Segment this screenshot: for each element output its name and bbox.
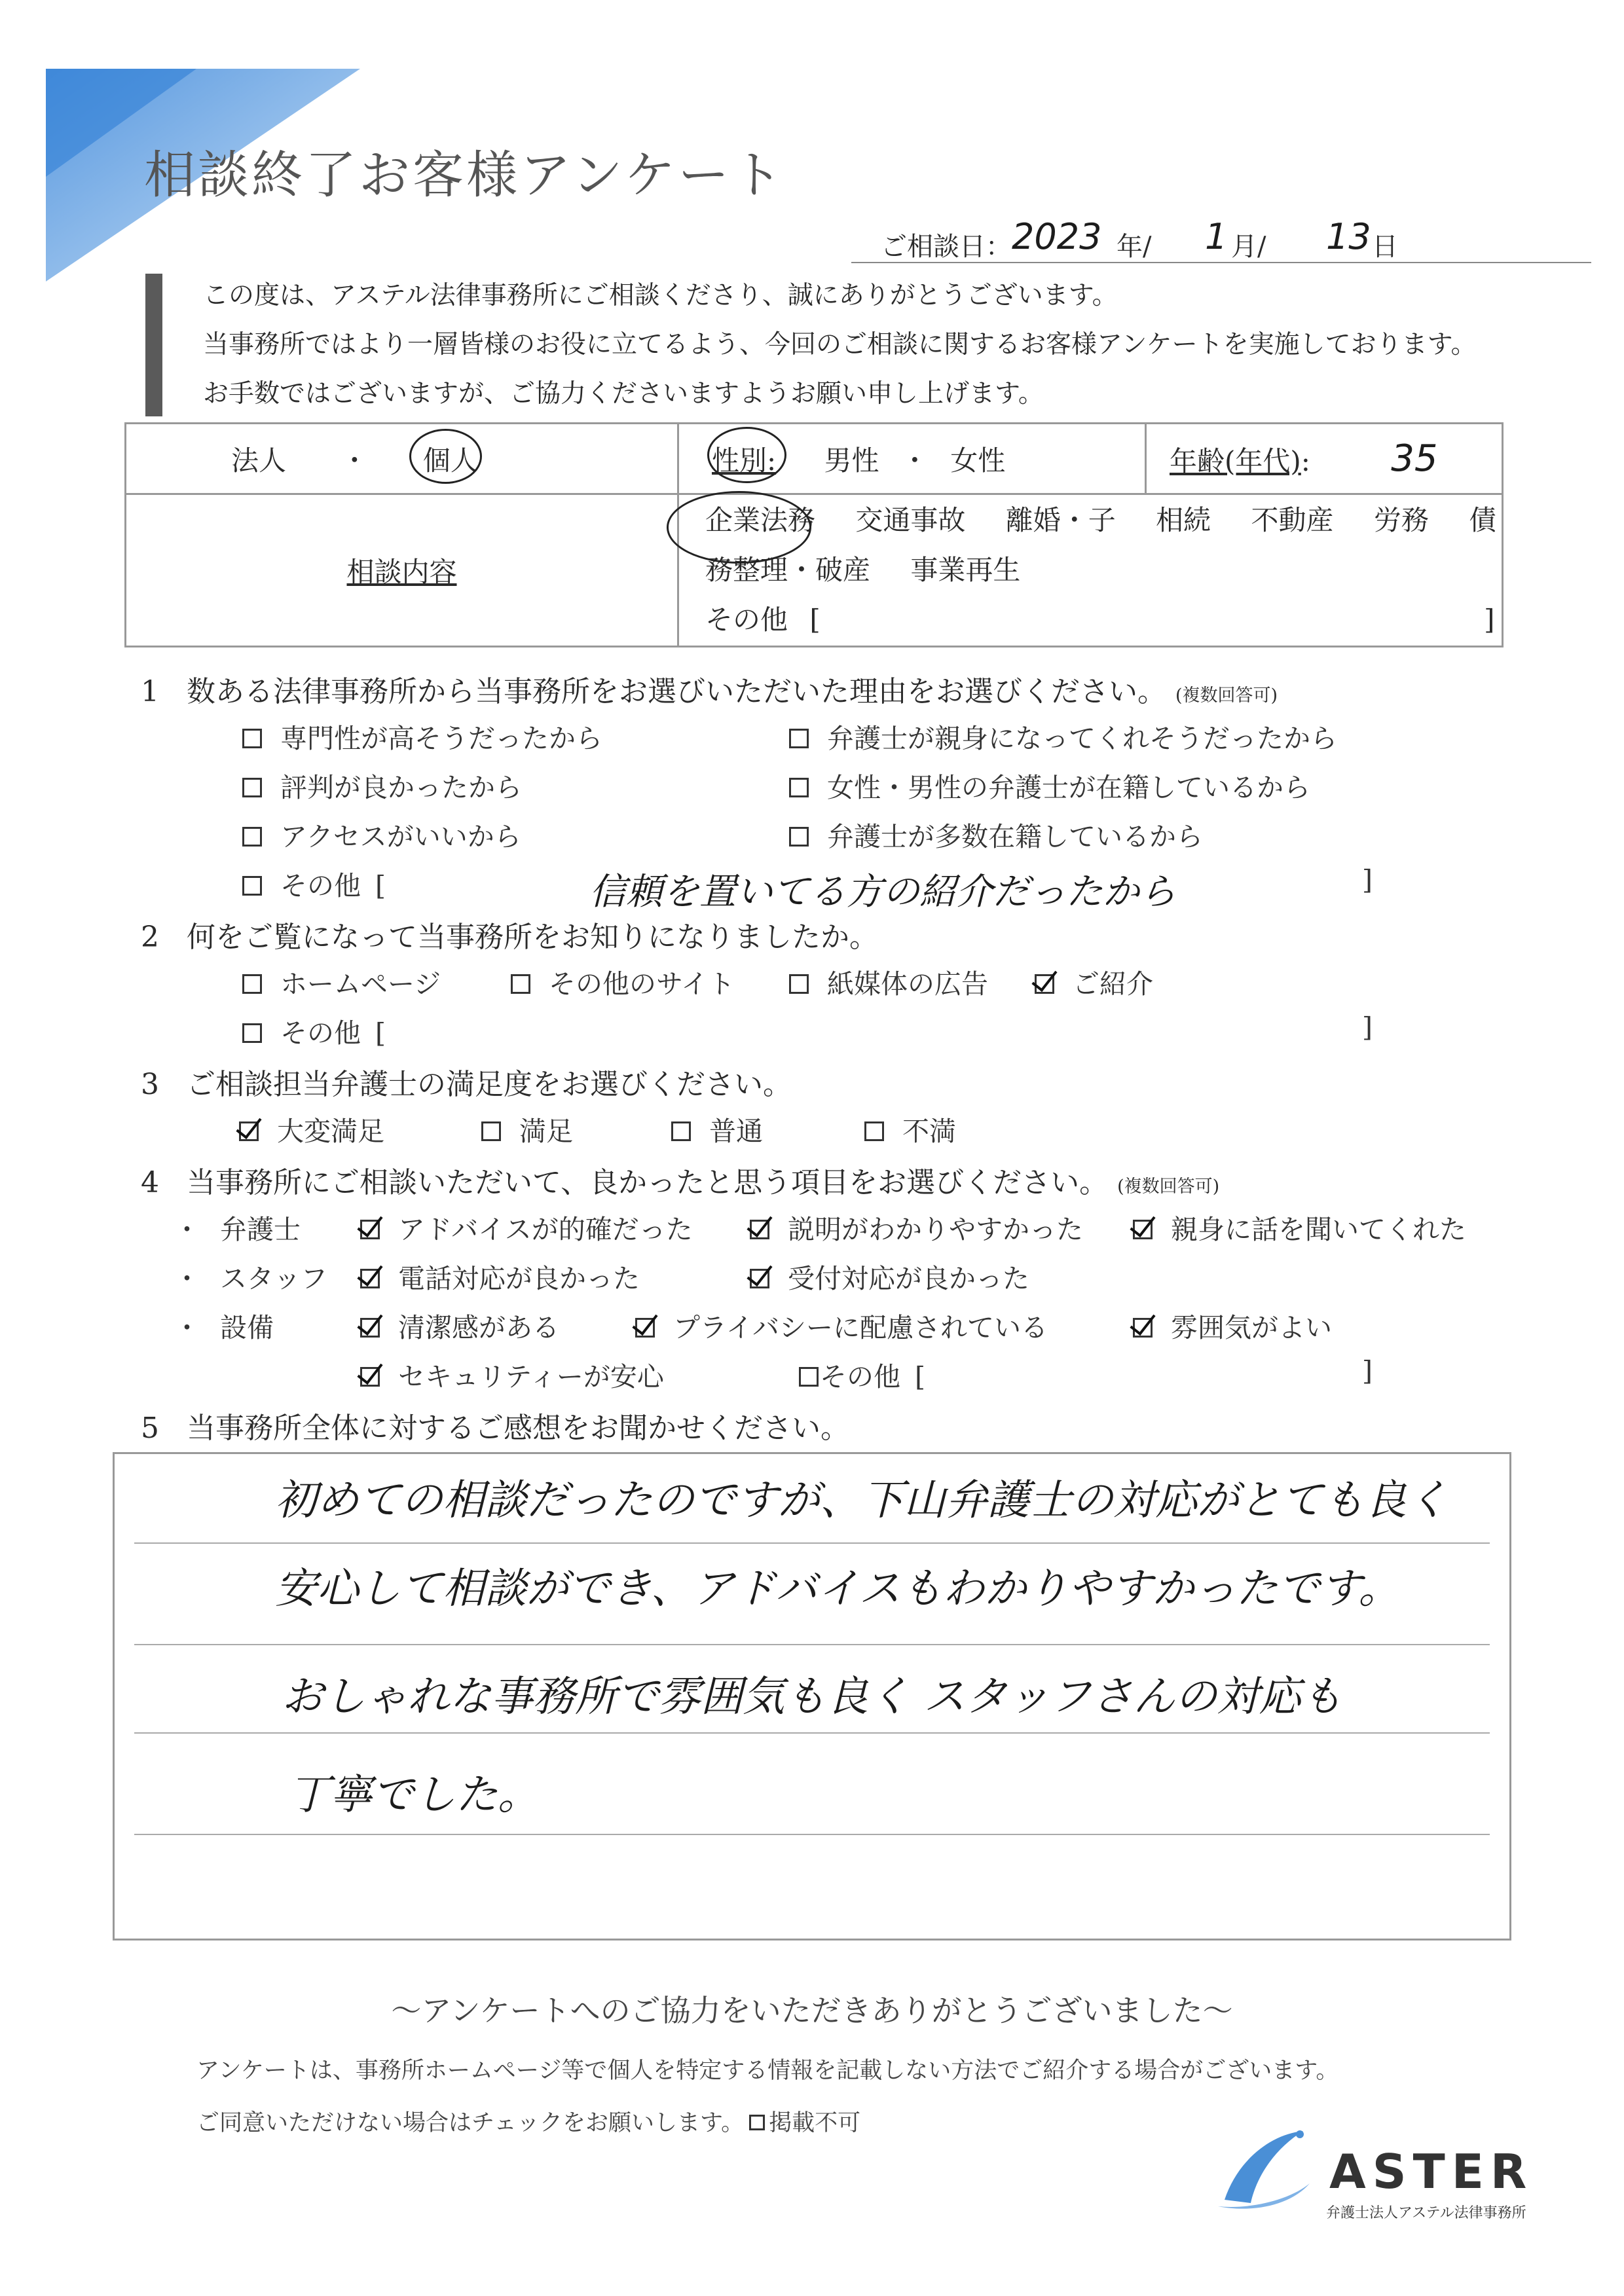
checkbox[interactable]: [481, 1121, 501, 1141]
date-day: 13: [1326, 216, 1371, 257]
age-colon: :: [1301, 445, 1310, 477]
q4-security-opt[interactable]: セキュリティーが安心: [360, 1355, 664, 1394]
aster-logo-text: ASTER: [1329, 2144, 1534, 2199]
q4-lawyer-opt[interactable]: 親身に話を聞いてくれた: [1133, 1208, 1466, 1247]
checkbox[interactable]: [242, 974, 262, 994]
q1-option[interactable]: 弁護士が多数在籍しているから: [789, 815, 1203, 854]
category-divorce[interactable]: 離婚・子: [1005, 504, 1116, 536]
category-inheritance[interactable]: 相続: [1156, 504, 1211, 536]
q1-option[interactable]: 専門性が高そうだったから: [242, 717, 602, 756]
month-unit: 月/: [1231, 232, 1266, 262]
checkbox[interactable]: [242, 729, 262, 748]
q1-other-bracket: ]: [1362, 864, 1373, 896]
male-option[interactable]: 男性: [824, 444, 879, 477]
q4-lawyer-label: ・ 弁護士: [174, 1214, 301, 1245]
individual-option[interactable]: 個人: [422, 444, 478, 477]
q2-text: 何をご覧になって当事務所をお知りになりましたか。: [187, 920, 878, 954]
gender-label: 性別:: [712, 444, 777, 477]
footer-note-1: アンケートは、事務所ホームページ等で個人を特定する情報を記載しない方法でご紹介する場合がございます。: [196, 2058, 1339, 2084]
q3-option-satisfied[interactable]: 満足: [481, 1110, 573, 1148]
age-label: 年齢(年代): [1170, 445, 1301, 477]
q4-facility-opt[interactable]: プライバシーに配慮されている: [635, 1306, 1048, 1345]
client-type-cell: [126, 424, 678, 494]
q4-facility-opt[interactable]: 清潔感がある: [360, 1306, 559, 1345]
q2-option-referral[interactable]: ご紹介: [1035, 962, 1153, 1001]
q4-lawyer-opt[interactable]: アドバイスが的確だった: [360, 1208, 693, 1247]
q2-option-othersite[interactable]: その他のサイト: [511, 962, 735, 1001]
checkbox[interactable]: [242, 778, 262, 797]
footer-thanks: ～アンケートへのご協力をいただきありがとうございました～: [391, 1993, 1233, 2028]
q3-option-dissatisfied[interactable]: 不満: [864, 1110, 956, 1148]
category-corporate[interactable]: 企業法務: [705, 504, 816, 536]
checkbox[interactable]: [864, 1121, 884, 1141]
q5-text: 当事務所全体に対するご感想をお聞かせください。: [187, 1412, 849, 1445]
q3-option-very-satisfied[interactable]: 大変満足: [239, 1110, 384, 1148]
date-month: 1: [1205, 216, 1228, 257]
male-circle: [707, 427, 786, 483]
bracket-close: ]: [1484, 604, 1495, 636]
q4-staff-label: ・ スタッフ: [174, 1263, 327, 1294]
q5-number: 5: [141, 1412, 159, 1445]
checkbox[interactable]: [242, 876, 262, 896]
q4-staff-opt[interactable]: 電話対応が良かった: [360, 1257, 640, 1296]
q4-other-bracket: ]: [1362, 1355, 1373, 1387]
bracket-open: [: [809, 604, 821, 636]
q4-facility-opt[interactable]: 雰囲気がよい: [1133, 1306, 1332, 1345]
comment-line-3: おしゃれな事務所で雰囲気も良く スタッフさんの対応も: [282, 1673, 1343, 1721]
checkbox[interactable]: [242, 827, 262, 847]
category-realestate[interactable]: 不動産: [1251, 504, 1334, 536]
q1-option[interactable]: 弁護士が親身になってくれそうだったから: [789, 717, 1337, 756]
female-option[interactable]: 女性: [950, 444, 1006, 477]
q1-other[interactable]: その他 [: [242, 864, 386, 903]
date-year: 2023: [1012, 216, 1102, 257]
consult-other-label: その他: [705, 604, 788, 636]
q1-heading: [141, 668, 1278, 710]
q2-option-paper[interactable]: 紙媒体の広告: [789, 962, 988, 1001]
category-business[interactable]: 事業再生: [910, 554, 1021, 586]
page-title: 相談終了お客様アンケート: [144, 146, 786, 205]
category-debt[interactable]: 債務整理・破産: [705, 504, 1497, 586]
date-label: ご相談日：: [881, 232, 1012, 262]
comment-line-2: 安心して相談ができ、アドバイスもわかりやすかったです。: [275, 1565, 1401, 1613]
q1-option[interactable]: 女性・男性の弁護士が在籍しているから: [789, 766, 1310, 805]
q2-other[interactable]: その他 [: [242, 1011, 386, 1050]
intro-line-2: 当事務所ではより一層皆様のお役に立てるよう、今回のご相談に関するお客様アンケートを実施しております。: [203, 330, 1477, 359]
q3-heading: [141, 1061, 792, 1102]
q2-number: 2: [141, 920, 159, 954]
category-traffic[interactable]: 交通事故: [855, 504, 966, 536]
q2-other-bracket: ]: [1362, 1011, 1373, 1043]
footer-note-2: ご同意いただけない場合はチェックをお願いします。 掲載不可: [196, 2110, 861, 2136]
aster-logo-icon: [1211, 2121, 1316, 2213]
q1-text: 数ある法律事務所から当事務所をお選びいただいた理由をお選びください。: [187, 675, 1166, 708]
checkbox[interactable]: [511, 974, 530, 994]
corp-option[interactable]: 法人: [231, 444, 287, 477]
q3-text: ご相談担当弁護士の満足度をお選びください。: [187, 1068, 792, 1101]
q1-note: (複数回答可): [1175, 685, 1278, 706]
q4-number: 4: [141, 1166, 159, 1199]
q1-other-value[interactable]: 信頼を置いてる方の紹介だったから: [589, 871, 1176, 913]
year-unit: 年/: [1116, 232, 1152, 262]
day-unit: 日: [1372, 232, 1398, 262]
checkbox[interactable]: [242, 1023, 262, 1043]
q4-heading: [141, 1159, 1219, 1201]
checkbox[interactable]: [789, 974, 809, 994]
q1-option[interactable]: アクセスがいいから: [242, 815, 521, 854]
q3-option-normal[interactable]: 普通: [671, 1110, 763, 1148]
q1-number: 1: [141, 675, 159, 708]
q2-heading: [141, 913, 878, 955]
individual-circle: [409, 429, 482, 484]
no-publish-label: 掲載不可: [769, 2110, 861, 2136]
no-publish-checkbox[interactable]: [749, 2115, 765, 2130]
intro-line-3: お手数ではございますが、ご協力くださいますようお願い申し上げます。: [203, 379, 1044, 409]
q4-note: (複数回答可): [1117, 1176, 1220, 1197]
q3-number: 3: [141, 1068, 159, 1101]
intro-bar: [145, 274, 162, 416]
q2-option-homepage[interactable]: ホームページ: [242, 962, 441, 1001]
checkbox[interactable]: [671, 1121, 691, 1141]
consult-label: 相談内容: [346, 556, 457, 588]
intro-line-1: この度は、アステル法律事務所にご相談くださり、誠にありがとうございます。: [203, 281, 1118, 310]
consult-label-cell: [126, 494, 678, 647]
comment-line-1: 初めての相談だったのですが、下山弁護士の対応がとても良く: [275, 1476, 1449, 1525]
q5-heading: [141, 1404, 849, 1446]
comment-line-4: 丁寧でした。: [288, 1771, 540, 1819]
checkbox-checked[interactable]: [1035, 974, 1054, 994]
checkbox-checked[interactable]: [239, 1121, 259, 1141]
aster-logo-sub: 弁護士法人アステル法律事務所: [1326, 2205, 1526, 2221]
separator-dot: ・: [900, 444, 929, 477]
checkbox[interactable]: [789, 729, 809, 748]
age-cell: [1146, 424, 1503, 494]
divorce-circle: [667, 491, 811, 564]
separator-dot: ・: [341, 444, 369, 477]
q4-facility-label: ・ 設備: [174, 1312, 274, 1343]
q4-staff-opt[interactable]: 受付対応が良かった: [750, 1257, 1029, 1296]
q4-lawyer-opt[interactable]: 説明がわかりやすかった: [750, 1208, 1083, 1247]
age-value[interactable]: 35: [1391, 437, 1438, 480]
category-labor[interactable]: 労務: [1373, 504, 1429, 536]
q4-text: 当事務所にご相談いただいて、良かったと思う項目をお選びください。: [187, 1166, 1109, 1199]
q4-other[interactable]: その他 [: [799, 1355, 925, 1394]
q1-option[interactable]: 評判が良かったから: [242, 766, 522, 805]
info-table: [124, 422, 1504, 647]
checkbox[interactable]: [789, 778, 809, 797]
checkbox[interactable]: [789, 827, 809, 847]
